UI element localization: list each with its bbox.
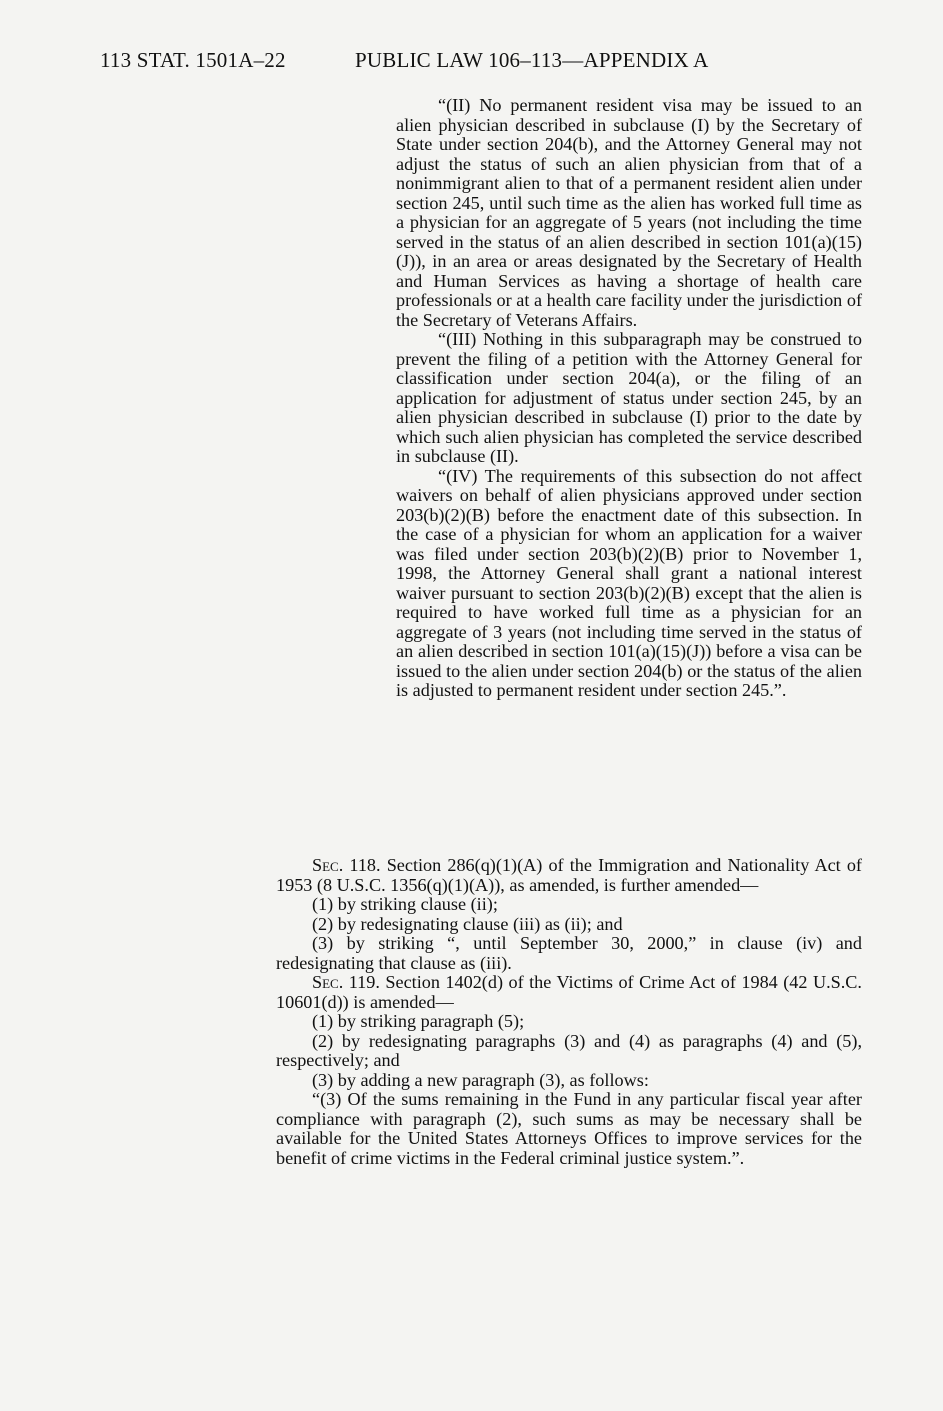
- section-119: [276, 973, 862, 1012]
- statute-page-number: 113 STAT. 1501A–22: [100, 48, 286, 72]
- section-119-item: (1) by striking paragraph (5);: [312, 1011, 525, 1031]
- sections-body: [276, 856, 862, 1168]
- clause-iv: “(IV) The requirements of this subsection do not affect waivers on behalf of alien physicians approved under section 203(b)(2)(B) before the enactment date of this subsection. In the case of a physician for whom an application for a waiver was filed under section 203(b)(2)(B) prior to November 1, 1998, the Attorney General shall grant a national interest waiver pursuant to section 203(b)(2)(B) except that the alien is required to have worked full time as a physician for an aggregate of 3 years (not including time served in the status of an alien described in section 101(a)(15)(J)) before a visa can be issued to the alien under section 204(b) or the status of the alien is adjusted to permanent resident under section 245.”.: [396, 465, 862, 700]
- section-118-item: (1) by striking clause (ii);: [312, 894, 498, 914]
- section-119-item: (3) by adding a new paragraph (3), as follows:: [312, 1069, 649, 1090]
- section-119-item: (2) by redesignating paragraphs (3) and (4) as paragraphs (4) and (5), respectively; and: [276, 1030, 862, 1070]
- section-118-label: Sec. 118.: [312, 855, 381, 875]
- clause-iii: “(III) Nothing in this subparagraph may be construed to prevent the filing of a petition with the Attorney General for classification under section 204(a), or the filing of an application for adjustment of status under section 245, by an alien physician described in subclause (I) prior to the date by which such alien physician has completed the service described in subclause (II).: [396, 329, 862, 466]
- section-119-item: “(3) Of the sums remaining in the Fund in any particular fiscal year after compliance with paragraph (2), such sums as may be necessary shall be available for the United States Attorneys Offices to improve services for the benefit of crime victims in the Federal criminal justice system.”.: [276, 1089, 862, 1168]
- public-law-title: PUBLIC LAW 106–113—APPENDIX A: [355, 48, 709, 72]
- section-119-text: Section 1402(d) of the Victims of Crime Act of 1984 (42 U.S.C. 10601(d)) is amended—: [276, 972, 862, 1012]
- section-118-item: (3) by striking “, until September 30, 2000,” in clause (iv) and redesignating that clause as (iii).: [276, 933, 862, 973]
- section-119-label: Sec. 119.: [312, 972, 380, 992]
- section-118-item: (2) by redesignating clause (iii) as (ii); and: [312, 913, 623, 934]
- clause-ii: “(II) No permanent resident visa may be issued to an alien physician described in subclause (I) by the Secretary of State under section 204(b), and the Attorney General may not adjust the status of such an alien physician from that of a nonimmigrant alien to that of a permanent resident alien under section 245, until such time as the alien has worked full time as a physician for an aggregate of 5 years (not including the time served in the status of an alien described in section 101(a)(15)(J)), in an area or areas designated by the Secretary of Health and Human Services as having a shortage of health care professionals or at a health care facility under the jurisdiction of the Secretary of Veterans Affairs.: [396, 95, 862, 330]
- section-118: [276, 856, 862, 895]
- section-118-text: Section 286(q)(1)(A) of the Immigration and Nationality Act of 1953 (8 U.S.C. 1356(q)(1)(A)), as amended, is further amended—: [276, 855, 862, 895]
- indented-clauses: [396, 96, 862, 701]
